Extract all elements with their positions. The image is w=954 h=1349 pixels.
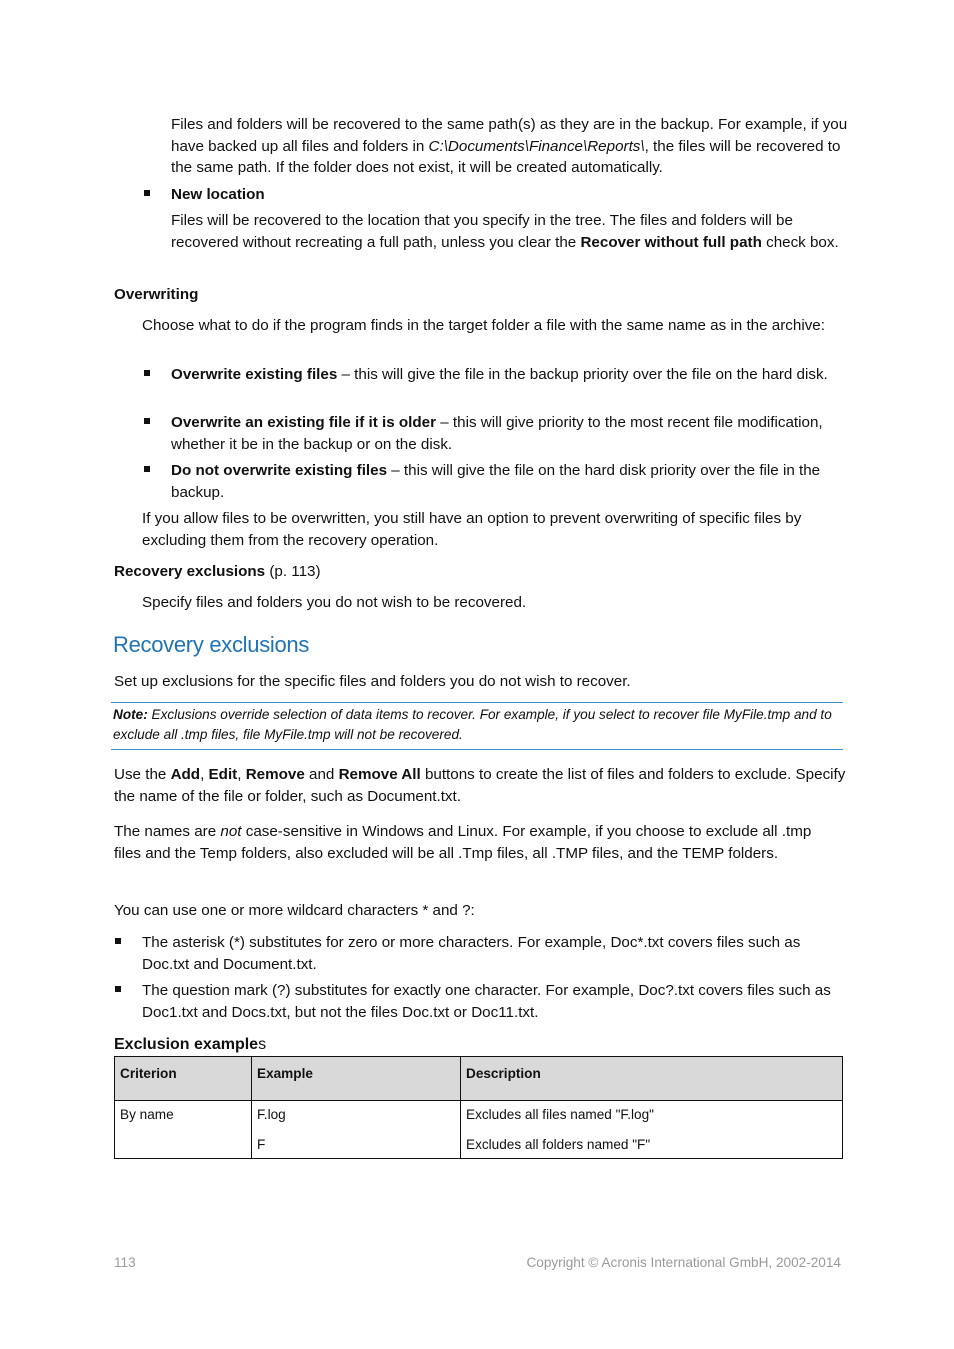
wildcard-intro: You can use one or more wildcard characters * and ?: [114, 902, 475, 919]
buttons-paragraph: Use the Add, Edit, Remove and Remove All buttons to create the list of files and folders to exclude. Specify the name of the file or folder, such as Document.txt. [114, 766, 846, 805]
table-row [115, 1101, 843, 1159]
recovery-exclusions-ref: Recovery exclusions (p. 113) [114, 563, 321, 580]
overwrite-option-2: Overwrite an existing file if it is older – this will give priority to the most recent file modification, whether it be in the backup or on the disk. [171, 414, 823, 453]
bullet-icon [115, 938, 121, 944]
bullet-icon [144, 418, 150, 424]
section-title: Recovery exclusions [113, 632, 310, 657]
example-path: C:\Documents\Finance\Reports\ [428, 137, 645, 155]
recovery-exclusions-link[interactable]: Recovery exclusions [114, 563, 266, 580]
new-location-paragraph: Files will be recovered to the location that you specify in the tree. The files and folders will be recovered without recreating a full path, unless you clear the Recover without full path check box. [171, 212, 839, 251]
bullet-icon [115, 986, 121, 992]
note-box [111, 702, 843, 750]
overwriting-outro: If you allow files to be overwritten, you still have an option to prevent overwriting of specific files by excluding them from the recovery operation. [142, 510, 802, 549]
examples-heading: Exclusion examples [114, 1036, 267, 1053]
recovery-exclusions-ref-text: Specify files and folders you do not wish to be recovered. [142, 594, 527, 611]
wildcard-asterisk: The asterisk (*) substitutes for zero or more characters. For example, Doc*.txt covers files such as Doc.txt and Document.txt. [142, 934, 801, 973]
same-path-paragraph: Files and folders will be recovered to the same path(s) as they are in the backup. For example, if you have backed up all files and folders in C:\Documents\Finance\Reports\, the files will be recovered to the same path. If the folder does not exist, it will be created automatically. [171, 116, 848, 176]
page-number: 113 [114, 1255, 136, 1270]
copyright: Copyright © Acronis International GmbH, 2002-2014 [526, 1255, 841, 1270]
examples-table [114, 1056, 843, 1159]
overwriting-intro: Choose what to do if the program finds in the target folder a file with the same name as in the archive: [142, 317, 825, 334]
example-cell: F.log F [252, 1101, 461, 1159]
description-cell: Excludes all files named "F.log" Excludes all folders named "F" [461, 1101, 843, 1159]
overwrite-option-1: Overwrite existing files – this will give the file in the backup priority over the file on the hard disk. [171, 366, 828, 383]
criterion-cell: By name [115, 1101, 252, 1159]
bullet-icon [144, 370, 150, 376]
wildcard-question: The question mark (?) substitutes for exactly one character. For example, Doc?.txt covers files such as Doc1.txt and Docs.txt, but not the files Doc.txt or Doc11.txt. [142, 982, 831, 1021]
overwriting-heading: Overwriting [114, 286, 199, 303]
new-location-title: New location [171, 186, 265, 203]
column-header: Description [461, 1057, 843, 1101]
bullet-icon [144, 466, 150, 472]
column-header: Example [252, 1057, 461, 1101]
column-header: Criterion [115, 1057, 252, 1101]
note-text: Exclusions override selection of data items to recover. For example, if you select to recover file MyFile.tmp and to exclude all .tmp files, file MyFile.tmp will not be recovered. [113, 707, 832, 742]
overwrite-option-3: Do not overwrite existing files – this will give the file on the hard disk priority over the file in the backup. [171, 462, 821, 501]
section-intro: Set up exclusions for the specific files and folders you do not wish to recover. [114, 673, 631, 690]
table-header-row [115, 1057, 843, 1101]
case-sensitivity-paragraph: The names are not case-sensitive in Windows and Linux. For example, if you choose to exclude all .tmp files and the Temp folders, also excluded will be all .Tmp files, all .TMP files, and the TEMP folders. [114, 823, 812, 862]
note-label: Note: [113, 707, 148, 722]
bullet-icon [144, 190, 150, 196]
